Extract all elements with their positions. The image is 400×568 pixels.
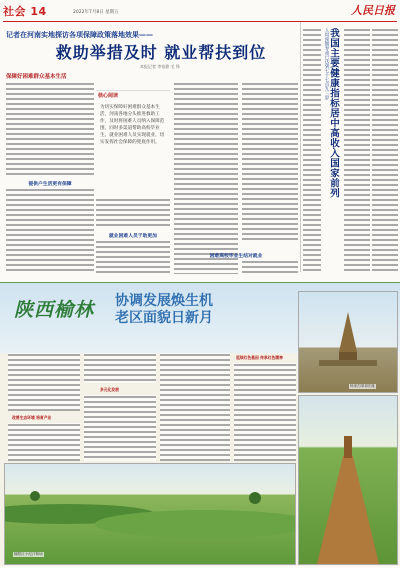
lead-byline: 本报记者 李家鼎 毛 锋 (140, 64, 180, 69)
lead-subheading-1: 提供户生活更有保障 (28, 182, 72, 187)
lead-text-column-3 (174, 82, 238, 274)
feature-title: 陕西榆林 (14, 299, 95, 321)
feature-subheading-3: 延续红色基因 传承红色精神 (236, 355, 283, 360)
right-text-column-2 (344, 28, 370, 272)
feature-text-2 (84, 353, 156, 383)
right-text-column-3 (372, 28, 398, 272)
yulin-feature (0, 282, 400, 566)
feature-headline-line-2: 老区面貌日新月 (115, 310, 213, 326)
lead-text-column-4b (242, 260, 298, 274)
lead-text-column-2b (96, 240, 170, 274)
feature-subheading-2: 多元化发展 (100, 387, 119, 392)
lead-section-heading: 保障好困难群众基本生活 (6, 74, 67, 80)
landscape-photo (4, 463, 296, 565)
newspaper-logo: 人民日报 (351, 4, 395, 17)
core-reading-title: 核心阅读 (98, 93, 119, 99)
feature-text-3 (160, 353, 230, 461)
section-label: 社会 14 (3, 5, 47, 18)
feature-headline (115, 293, 213, 327)
tower-illustration (299, 292, 397, 392)
feature-headline-line-1: 协调发展焕生机 (115, 293, 213, 309)
boardwalk-photo (298, 395, 398, 565)
feature-text-1b (8, 423, 80, 461)
feature-text-1 (8, 353, 80, 411)
right-headline: 我国主要健康指标居中高收入国家前列 (328, 28, 339, 198)
right-text-column-1 (303, 28, 321, 272)
landscape-photo-caption: 榆阳区小纪汗林场 (14, 552, 43, 556)
right-subheadline: 人均预期寿命已达到七十七点九三岁 (324, 28, 329, 100)
lead-subheading-2: 就业困难人员于助更加 (109, 234, 157, 239)
lead-text-column-1b (6, 188, 94, 274)
lead-text-column-1 (6, 82, 94, 177)
feature-subheading-1: 改善生态环境 培育产业 (12, 415, 52, 420)
feature-text-4 (234, 363, 296, 461)
tower-photo-caption: 杨家沟革命旧址 (350, 384, 376, 388)
lead-text-column-2 (96, 198, 170, 228)
tower-photo (298, 291, 398, 393)
lead-headline: 救助举措及时 就业帮扶到位 (55, 43, 267, 62)
lead-subheading-3: 困难高校毕业生结对就业 (209, 254, 263, 259)
masthead (3, 3, 397, 22)
boardwalk-illustration (299, 396, 397, 564)
feature-text-2b (84, 395, 156, 461)
core-reading-body: 为切实保障好困难群众基本生活，河南各地分头推进救助工作，及时将困难人员纳入保障范围，同时多渠道帮助高校毕业生、就业困难人员实现就业，切实发挥社会保障的兜底作用。 (100, 105, 165, 145)
issue-date: 2022年7月8日 星期五 (73, 10, 119, 15)
lead-text-column-4 (242, 82, 298, 242)
landscape-illustration (5, 464, 295, 564)
lead-kicker: 记者在河南实地探访各项保障政策落地效果—— (6, 31, 153, 39)
